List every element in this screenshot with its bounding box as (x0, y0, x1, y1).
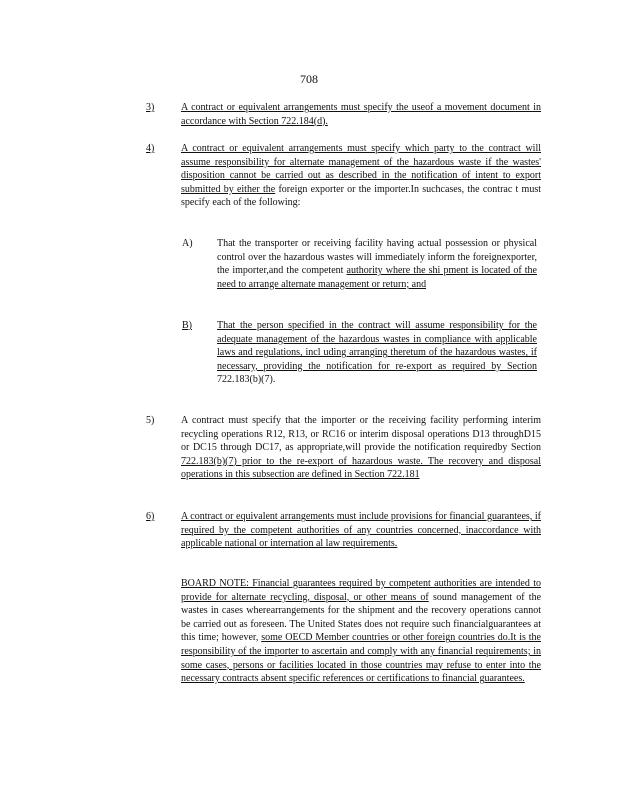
item-6-number: 6) (146, 511, 155, 522)
item-6-text: A contract or equivalent arrangements must include provisions for financial guarantees, if required by the competent authorities of any countries concerned, inaccordance with applicable national or internation al law requirements. (181, 511, 541, 550)
item-a-plain-text: That the transporter or receiving facility having actual possession or physical control over the hazardous wastes will immediately inform the foreignexporter, the importer,and the competent (217, 238, 537, 277)
item-5-number: 5) (146, 415, 155, 426)
item-4-paragraph (181, 142, 541, 210)
item-5-paragraph (181, 414, 541, 482)
item-3-number: 3) (146, 102, 155, 113)
board-note-underlined-1: BOARD NOTE: Financial guarantees required by competent authorities are intended to provide for alternate recycling, disposal, or other means of (181, 578, 541, 603)
item-5-underlined-text: 722.183(b)(7) prior to the re-export of hazardous waste. The recovery and disposal operations in this subsection are defined in Section 722.181 (181, 455, 541, 481)
item-a-underlined-text: authority where the shi pment is located of the need to arrange alternate management or return; and (217, 265, 537, 290)
item-4-underlined-text: A contract or equivalent arrangements must specify which party to the contract will assume responsibility for alternate management of the hazardous waste if the wastes' disposition cannot be carried out as described in the notification of intent to export submitted by either the (181, 143, 541, 195)
item-a-number: A) (182, 238, 193, 249)
board-note-plain-text: sound management of the wastes in cases wherearrangements for the shipment and the recovery operations cannot be carried out as foreseen. The United States does not require such financialguarantees at this time; however, (181, 591, 542, 644)
item-4-number: 4) (146, 143, 155, 154)
item-5-plain-text: A contract must specify that the importer or the receiving facility performing interim recycling operations R12, R13, or RC16 or interim disposal operations D13 throughD15 or DC15 through DC17, as appropriate,will provide the notification requiredby Section (181, 415, 541, 454)
item-b-plain-text: 722.183(b)(7). (217, 374, 276, 386)
item-a-paragraph (217, 237, 537, 291)
item-3-text: A contract or equivalent arrangements must specify the useof a movement document in accordance with Section 722.184(d). (181, 102, 541, 127)
board-note-underlined-2: some OECD Member countries or other foreign countries do.It is the responsibility of the importer to ascertain and comply with any financial requirements; in some cases, persons or facilities located in those countries may refuse to enter into the necessary contracts absent specific references or certifications to financial guarantees. (181, 632, 541, 685)
page-number: 708 (300, 72, 318, 86)
item-4-plain-text: foreign exporter or the importer.In suchcases, the contrac t must specify each of the following: (181, 183, 542, 209)
item-b-number: B) (182, 320, 192, 331)
item-b-paragraph (217, 319, 537, 387)
board-note (181, 577, 541, 686)
item-b-underlined-text: That the person specified in the contract will assume responsibility for the adequate management of the hazardous wastes in compliance with applicable laws and regulations, incl uding arranging theretum of the hazardous wastes, if necessary, providing the notification for re-export as required by Section (217, 320, 537, 372)
